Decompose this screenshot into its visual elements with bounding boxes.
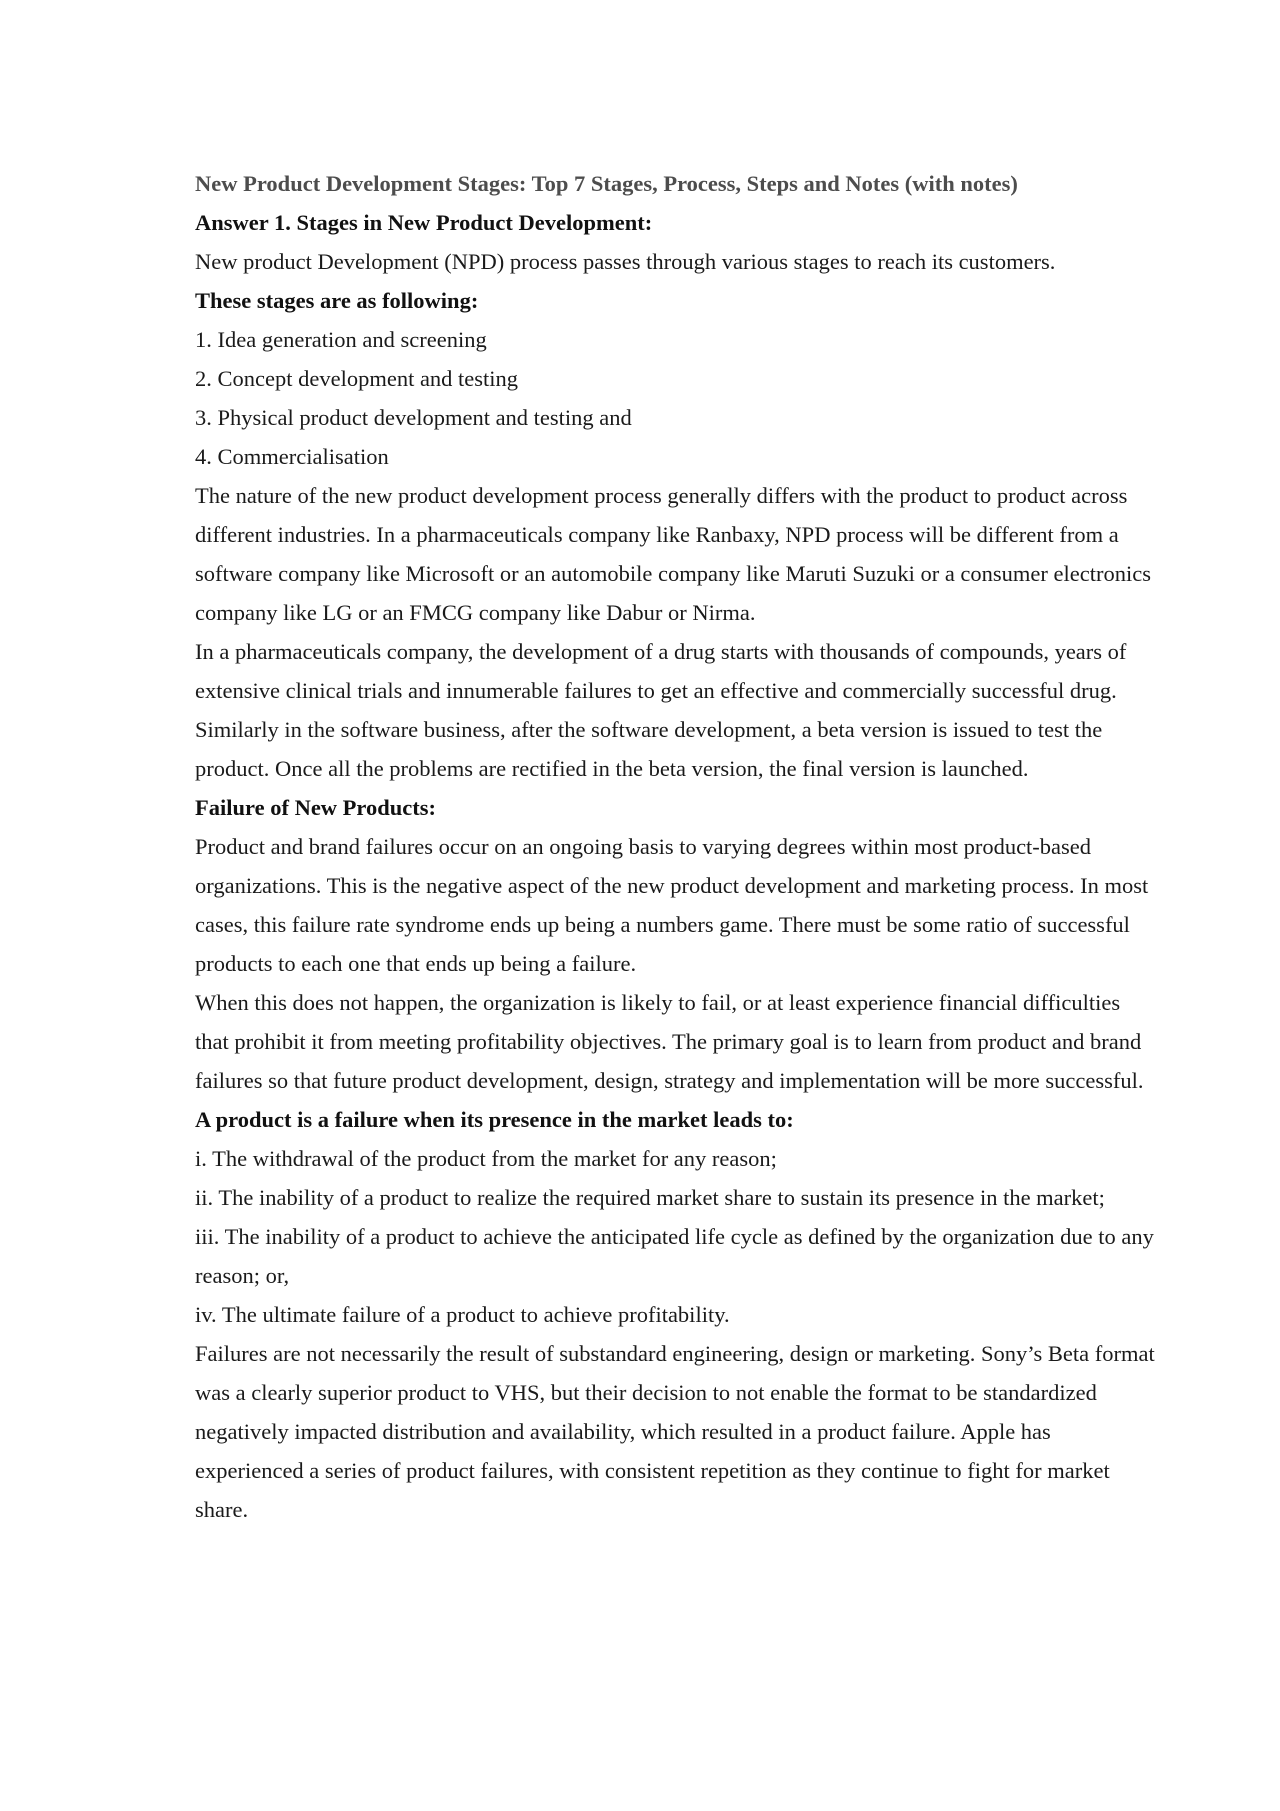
answer-heading: Answer 1. Stages in New Product Development: [195, 210, 653, 235]
failure-criterion: iv. The ultimate failure of a product to achieve profitability. [195, 1302, 730, 1327]
failure-criterion: i. The withdrawal of the product from the market for any reason; [195, 1146, 777, 1171]
stage-item: 1. Idea generation and screening [195, 327, 487, 352]
closing-paragraph: Failures are not necessarily the result of substandard engineering, design or marketing. Sony’s Beta format was a clearly superior product to VHS, but their decision to not enable the format to be standardized negatively impacted distribution and availability, which resulted in a product failure. Apple has experienced a series of product failures, with consistent repetition as they continue to fight for market share. [195, 1341, 1155, 1522]
failure-criterion: ii. The inability of a product to realize the required market share to sustain its presence in the market; [195, 1185, 1105, 1210]
stage-item: 3. Physical product development and testing and [195, 405, 632, 430]
failure-criteria-heading: A product is a failure when its presence in the market leads to: [195, 1107, 794, 1132]
failure-criterion: iii. The inability of a product to achieve the anticipated life cycle as defined by the organization due to any reason; or, [195, 1224, 1154, 1288]
stage-item: 4. Commercialisation [195, 444, 389, 469]
stage-item: 2. Concept development and testing [195, 366, 519, 391]
failure-heading: Failure of New Products: [195, 795, 437, 820]
failure-criteria-list [195, 1139, 1155, 1334]
intro-paragraph: New product Development (NPD) process passes through various stages to reach its customers. [195, 249, 1056, 274]
nature-paragraph: The nature of the new product development process generally differs with the product to product across different industries. In a pharmaceuticals company like Ranbaxy, NPD process will be different from a software company like Microsoft or an automobile company like Maruti Suzuki or a consumer electronics company like LG or an FMCG company like Dabur or Nirma. [195, 483, 1151, 625]
stages-list [195, 320, 1155, 476]
pharma-paragraph: In a pharmaceuticals company, the development of a drug starts with thousands of compounds, years of extensive clinical trials and innumerable failures to get an effective and commercially successful drug. Similarly in the software business, after the software development, a beta version is issued to test the product. Once all the problems are rectified in the beta version, the final version is launched. [195, 639, 1127, 781]
failure-paragraph-1: Product and brand failures occur on an ongoing basis to varying degrees within most product-based organizations. This is the negative aspect of the new product development and marketing process. In most cases, this failure rate syndrome ends up being a numbers game. There must be some ratio of successful products to each one that ends up being a failure. [195, 834, 1149, 976]
document-title: New Product Development Stages: Top 7 Stages, Process, Steps and Notes (with notes) [195, 171, 1018, 196]
stages-heading: These stages are as following: [195, 288, 479, 313]
failure-paragraph-2: When this does not happen, the organization is likely to fail, or at least experience financial difficulties that prohibit it from meeting profitability objectives. The primary goal is to learn from product and brand failures so that future product development, design, strategy and implementation will be more successful. [195, 990, 1144, 1093]
document-body [195, 164, 1155, 1529]
